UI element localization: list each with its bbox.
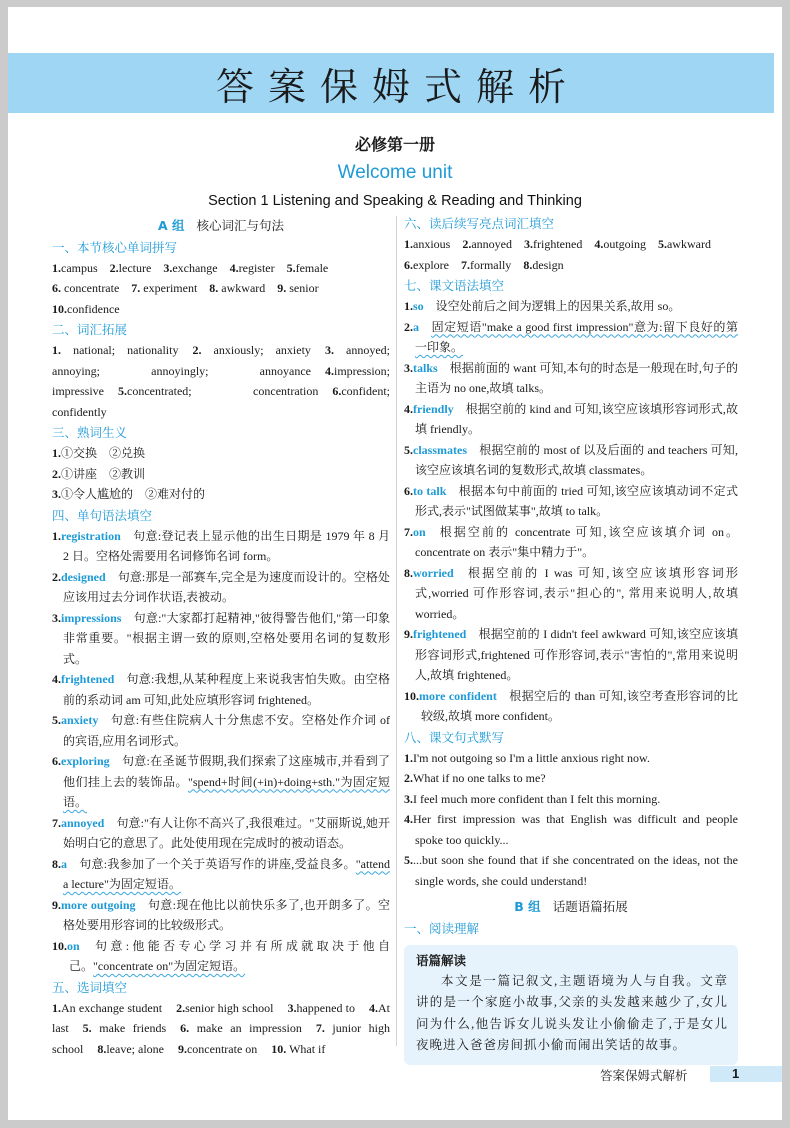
item-number: 5. [52,713,61,727]
item-text: make friends [91,1021,167,1035]
list-item [52,484,390,505]
item-number: 3. [52,487,61,501]
list-item [176,1001,273,1015]
left-column [52,213,390,1059]
fixed-phrase-note: "attend a lecture"为固定短语。 [63,856,390,891]
list-item [271,1042,325,1056]
list-item [404,748,738,769]
section-title: Section 1 Listening and Speaking & Reading and Thinking [208,193,582,209]
answer-word: classmates [413,442,467,457]
answer-entry [52,854,390,895]
item-text: design [532,257,564,272]
section-4-heading: 四、单句语法填空 [52,507,153,523]
answer-word: a [61,856,67,871]
item-number: 3. [52,610,61,625]
list-item [163,261,217,275]
item-number: 6. [404,257,413,272]
item-text: concentrate on [186,1041,258,1056]
item-number: 9. [52,897,61,912]
item-number: 8. [209,281,219,295]
item-text: I feel much more confident than I felt this morning. [413,791,661,806]
item-text: confident; confidently [52,384,390,419]
list-item [209,281,265,295]
item-text: ①讲座 ②教训 [61,466,146,481]
word-row [52,258,390,279]
item-number: 2. [462,237,472,251]
item-text: anxiously; anxiety [201,343,311,357]
answer-word: annoyed [61,815,105,830]
section-5-heading: 五、选词填空 [52,979,128,995]
item-number: 1. [52,528,61,543]
list-item [658,237,711,251]
section-6-heading: 六、读后续写亮点词汇填空 [404,216,555,231]
item-number: 2. [109,260,119,275]
explanation: 句意:现在他比以前快乐多了,也开朗多了。空格处要用形容词的比较级形式。 [63,897,390,932]
section-8-heading: 八、课文句式默写 [404,729,505,745]
section-1-list [52,258,390,320]
item-number: 3. [287,1000,297,1015]
item-text: national; nationality [61,343,179,357]
list-item [118,384,318,398]
item-text: anxious [413,237,451,251]
explanation: 根据前面的 want 可知,本句的时态是一般现在时,句子的主语为 no one,故填 talks。 [415,360,738,395]
list-item [404,789,738,810]
item-number: 9. [177,1041,187,1056]
item-number: 4. [404,401,413,416]
column-divider [396,216,397,1046]
list-item [83,1021,166,1035]
explanation: 根据本句中前面的 tried 可知,该空应该填动词不定式形式,表示"试图做某事",故填 to talk。 [415,483,738,518]
list-item [277,281,318,295]
item-text: explore [413,257,449,272]
item-text: An exchange student [61,1000,163,1015]
list-item [52,261,98,275]
item-number: 3. [404,360,413,375]
explanation: 根据空前的 concentrate 可知,该空应该填介词 on。concentrate on 表示"集中精力于"。 [415,524,738,559]
group-a-title [52,216,390,237]
explanation: 句意:有些住院病人十分焦虑不安。空格处作介词 of 的宾语,应用名词形式。 [63,713,390,748]
item-text: ①令人尴尬的 ②难对付的 [61,487,206,501]
item-text: awkward [666,237,711,251]
explanation: 句意:"有人让你不高兴了,我很难过。"艾丽斯说,她开始明白它的意思了。此处使用现在完成时的被动语态。 [63,815,390,850]
list-item [461,258,511,272]
item-number: 2. [52,466,61,481]
item-number: 5. [657,237,667,251]
item-number: 5. [404,853,413,867]
fixed-phrase-note: "spend+时间(+in)+doing+sth."为固定短语。 [63,774,390,809]
item-number: 5. [118,384,127,398]
item-text: frightened [533,237,583,251]
item-number: 9. [404,627,413,641]
item-number: 8. [97,1041,107,1056]
item-number: 10. [52,301,67,316]
section-7-heading: 七、课文语法填空 [404,278,505,293]
answer-word: friendly [413,401,454,416]
passage-analysis-text: 本文是一篇记叙文,主题语境为人与自我。文章讲的是一个家庭小故事,父亲的头发越来越少了,女儿问为什么,他告诉女儿说头发让小偷偷走了,于是女儿夜晚进入爸爸房间抓小偷而闹出笑话的故事。 [416,973,728,1052]
group-b-name: 话题语篇拓展 [552,899,628,914]
flow-paragraph [52,340,390,422]
answer-entry [52,710,390,751]
item-number: 3. [404,791,413,806]
item-number: 1. [404,299,413,313]
list-item [52,443,390,464]
group-b-label: B 组 [514,899,541,914]
item-number: 4. [369,1000,379,1015]
item-number: 2. [176,1000,186,1015]
explanation: 句意:我想,从某种程度上来说我害怕失败。由空格前的系动词 am 可知,此处应填形容词 frightened。 [63,672,390,707]
item-text: female [295,260,329,275]
item-text: junior high school [52,1021,391,1056]
answer-entry [404,686,738,727]
item-text: senior high school [185,1000,274,1015]
item-number: 2. [192,343,202,357]
item-number: 3. [324,343,334,357]
item-number: 4. [52,672,61,686]
item-number: 1. [404,750,413,765]
item-text: happened to [296,1000,356,1015]
section-5-list [52,998,390,1060]
item-text: What if [286,1041,326,1056]
answer-entry [52,608,390,670]
item-text: annoyed; annoying; annoyingly; annoyance [52,343,390,378]
item-number: 1. [52,446,61,460]
item-text: ...but soon she found that if she concentrated on the ideas, not the single words, she could understand! [413,853,738,888]
item-number: 4. [229,260,239,275]
list-item [192,343,310,357]
answer-entry [404,296,738,317]
answer-word: exploring [61,754,110,768]
list-item [178,1042,257,1056]
item-text: impression; impressive [52,363,390,398]
flow-paragraph [52,998,390,1060]
item-number: 1. [404,237,413,251]
item-number: 7. [131,281,141,295]
list-item [52,343,178,357]
section-2-list [52,340,390,422]
item-text: formally [469,257,512,272]
list-item [404,768,738,789]
list-item [97,1042,164,1056]
explanation: 句意:我参加了一个关于英语写作的讲座,受益良多。 [79,856,356,871]
item-number: 6. [332,384,342,398]
answer-entry [404,440,738,481]
item-number: 5. [404,442,413,457]
word-row [404,234,738,255]
answer-word: frightened [413,627,467,641]
answer-word: so [413,299,424,313]
section-8-list [404,748,738,892]
fixed-phrase-note: 固定短语"make a good first impression"意为:留下良好的第一印象。 [415,319,738,354]
answer-word: frightened [61,672,115,686]
banner-title: 答案保姆式解析 [215,64,580,109]
item-number: 6. [180,1021,190,1035]
explanation: 根据空后的 than 可知,该空考查形容词的比较级,故填 more confident。 [421,688,738,723]
list-item [594,237,646,251]
item-text: campus [61,260,98,275]
item-number: 10. [404,688,419,703]
list-item [230,261,275,275]
answer-word: to talk [413,483,447,498]
word-row [404,255,738,276]
explanation: 句意:那是一部赛车,完全是为速度而设计的。空格处应该用过去分词作状语,表被动。 [63,569,390,604]
item-text: lecture [118,260,152,275]
item-number: 10. [52,938,67,953]
item-text: concentrate [61,281,120,295]
passage-analysis-box [404,945,738,1065]
item-number: 8. [52,856,61,871]
answer-entry [404,563,738,625]
answer-word: on [67,938,80,953]
item-text: exchange [172,260,218,275]
explanation: 句意:在圣诞节假期,我们探索了这座城市,并看到了他们挂上去的装饰品。 [63,754,390,789]
section-7-list [404,296,738,727]
explanation: 根据空前的 I didn't feel awkward 可知,该空应该填形容词形式,frightened 可作形容词,表示"害怕的",常用来说明人,故填 frightened。 [415,627,738,682]
item-number: 6. [404,483,413,498]
answer-word: a [413,319,419,334]
word-row [52,299,390,320]
list-item [523,258,563,272]
group-a-label: A 组 [157,218,185,233]
list-item [52,464,390,485]
explanation: 句意:他能否专心学习并有所成就取决于他自己。 [69,938,390,973]
item-number: 8. [523,257,533,272]
list-item [287,261,329,275]
item-text: experiment [140,281,198,295]
answer-word: worried [413,565,454,580]
item-text: concentrated; concentration [127,384,319,398]
item-number: 1. [52,1000,61,1015]
item-number: 3. [163,260,173,275]
answer-word: registration [61,528,121,543]
answer-entry [52,526,390,567]
item-number: 1. [52,260,61,275]
answer-entry [404,624,738,686]
book-title: 必修第一册 [354,135,435,154]
item-number: 2. [404,319,413,334]
list-item [404,809,738,850]
item-text: At last [52,1000,391,1035]
footer-label: 答案保姆式解析 [600,1068,688,1083]
item-text: ①交换 ②兑换 [61,446,146,460]
section-4-list [52,526,390,977]
list-item [110,261,152,275]
explanation: 句意:"大家都打起精神,"彼得警告他们,"第一印象非常重要。"根据主谓一致的原则,空格处要用名词的复数形式。 [63,610,390,666]
answer-word: talks [413,360,438,375]
list-item [180,1021,302,1035]
item-number: 6. [52,754,61,768]
item-text: register [238,260,275,275]
item-number: 6. [52,281,61,295]
page-number: 1 [710,1066,782,1082]
explanation: 设空处前后之间为逻辑上的因果关系,故用 so。 [435,299,681,313]
answer-entry [404,399,738,440]
item-number: 7. [460,257,470,272]
fixed-phrase-note: "concentrate on"为固定短语。 [93,959,246,973]
section-6-list [404,234,738,275]
answer-word: on [413,524,426,539]
answer-entry [404,481,738,522]
unit-title: Welcome unit [337,162,453,183]
item-text: make an impression [189,1021,302,1035]
answer-word: anxiety [61,713,99,727]
item-number: 9. [277,281,287,295]
item-number: 7. [52,815,61,830]
item-text: What if no one talks to me? [413,771,546,785]
passage-analysis-title: 语篇解读 [416,952,467,968]
explanation: 根据空前的 kind and 可知,该空应该填形容词形式,故填 friendly。 [415,401,738,436]
list-item [462,237,512,251]
section-3-heading: 三、熟词生义 [52,425,128,440]
item-number: 4. [325,363,334,378]
right-column [404,213,738,1065]
list-item [131,281,197,295]
answer-entry [52,751,390,813]
list-item [524,237,582,251]
item-text: awkward [218,281,266,295]
word-row [52,278,390,299]
item-number: 2. [52,569,61,584]
explanation: 根据空前的 most of 以及后面的 and teachers 可知, 该空应该填名词的复数形式,故填 classmates。 [415,442,738,477]
item-number: 3. [524,237,533,251]
explanation: 句意:登记表上显示他的出生日期是 1979 年 8 月 2 日。空格处需要用名词修饰名词 form。 [63,528,390,563]
item-text: senior [286,281,319,295]
list-item [52,1001,162,1015]
item-text: leave; alone [106,1041,164,1056]
list-item [52,302,120,316]
answer-entry [404,522,738,563]
group-b-title [404,897,738,918]
section-1-heading: 一、本节核心单词拼写 [52,239,178,255]
answer-word: impressions [61,610,122,625]
item-number: 2. [404,771,413,785]
item-text: confidence [67,301,120,316]
group-a-name: 核心词汇与句法 [196,218,285,233]
list-item [404,258,449,272]
answer-entry [52,936,390,977]
item-number: 4. [594,237,604,251]
answer-entry [52,895,390,936]
item-number: 1. [52,343,61,357]
answer-word: more outgoing [61,897,136,912]
item-text: I'm not outgoing so I'm a little anxious right now. [413,750,650,765]
item-number: 5. [82,1021,92,1035]
answer-word: more confident [419,688,497,703]
answer-entry [404,358,738,399]
reading-heading: 一、阅读理解 [404,920,480,936]
list-item [404,850,738,891]
answer-entry [404,317,738,358]
item-number: 7. [315,1021,325,1035]
item-number: 8. [404,565,413,580]
title-banner [8,53,774,113]
explanation: 根据空前的 I was 可知,该空应该填形容词形式,worried 可作形容词,表示"担心的", 常用来说明人,故填 worried。 [415,565,738,621]
answer-entry [52,669,390,710]
item-number: 4. [404,812,413,826]
list-item [287,1001,355,1015]
list-item [404,237,450,251]
item-text: Her first impression was that English was difficult and people spoke too quickly... [413,812,738,847]
item-number: 10. [271,1041,287,1056]
item-number: 7. [404,524,413,539]
list-item [52,281,119,295]
answer-entry [52,813,390,854]
item-number: 5. [286,260,296,275]
section-3-list [52,443,390,505]
section-2-heading: 二、词汇拓展 [52,322,128,337]
answer-entry [52,567,390,608]
answer-word: designed [61,569,106,584]
item-text: outgoing [603,237,646,251]
item-text: annoyed [471,237,512,251]
